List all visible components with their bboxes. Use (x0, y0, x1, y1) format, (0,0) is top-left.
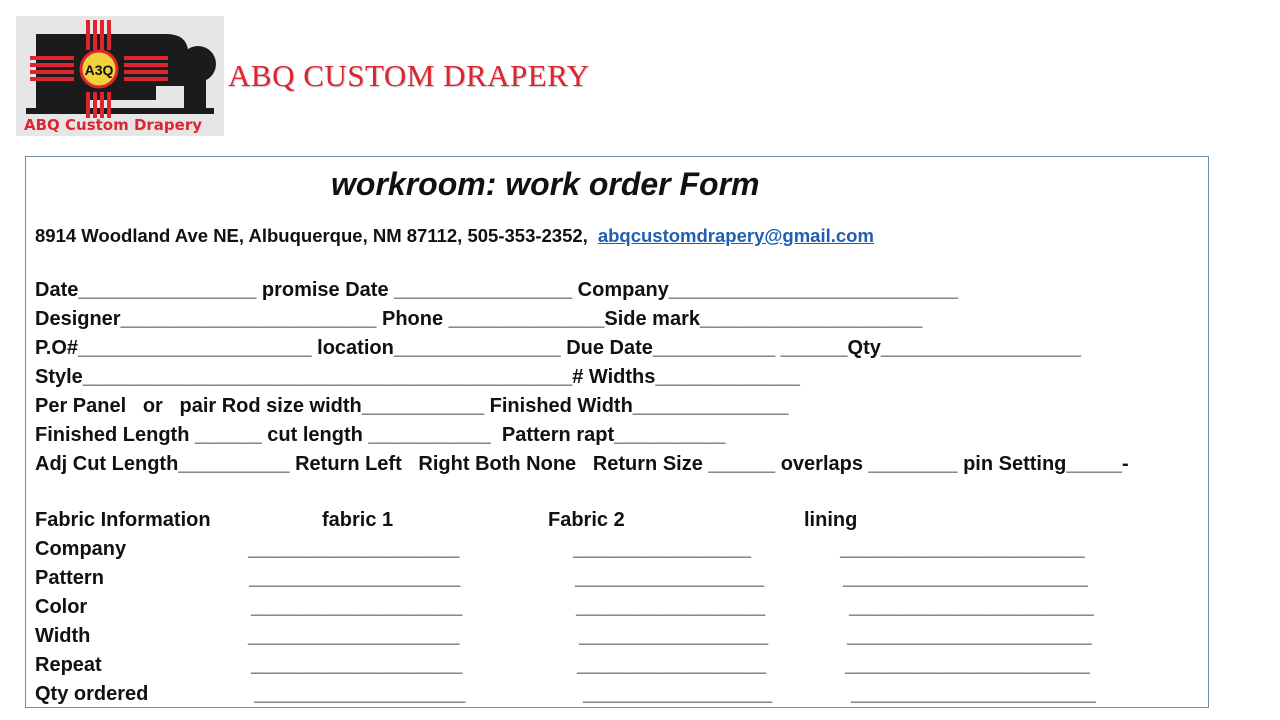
fabric-row-label: Width (35, 625, 91, 647)
fabric-blank[interactable]: _________________ (583, 683, 773, 705)
fabric-col-1: fabric 1 (322, 509, 394, 531)
fabric-col-lining: lining (804, 509, 858, 531)
fabric-blank[interactable]: ______________________ (849, 596, 1094, 618)
form-line-dates[interactable]: Date________________ promise Date ________________ Company__________________________ (35, 279, 958, 301)
fabric-blank[interactable]: ______________________ (847, 625, 1092, 647)
address-text: 8914 Woodland Ave NE, Albuquerque, NM 87112, 505-353-2352, (35, 225, 588, 246)
form-line-designer[interactable]: Designer_______________________ Phone ______________Side mark____________________ (35, 308, 923, 330)
form-line-panel[interactable]: Per Panel or pair Rod size width___________ Finished Width______________ (35, 395, 789, 417)
form-line-po[interactable]: P.O#_____________________ location_______________ Due Date___________ ______Qty__________________ (35, 337, 1082, 359)
form-line-style[interactable]: Style____________________________________________# Widths_____________ (35, 366, 800, 388)
sewing-machine-zia-logo-icon (16, 16, 224, 136)
fabric-blank[interactable]: _________________ (577, 654, 767, 676)
fabric-blank[interactable]: ___________________ (251, 596, 463, 618)
fabric-col-2: Fabric 2 (548, 509, 625, 531)
fabric-row-label: Repeat (35, 654, 102, 676)
brand-title: ABQ CUSTOM DRAPERY (228, 58, 590, 93)
fabric-blank[interactable]: ___________________ (251, 654, 463, 676)
fabric-row-label: Pattern (35, 567, 104, 589)
email-link[interactable]: abqcustomdrapery@gmail.com (597, 225, 874, 246)
logo-badge: A3Q (84, 62, 114, 78)
fabric-blank[interactable]: ___________________ (248, 625, 460, 647)
fabric-blank[interactable]: ___________________ (249, 567, 461, 589)
fabric-blank[interactable]: ______________________ (840, 538, 1085, 560)
fabric-blank[interactable]: _________________ (576, 596, 766, 618)
fabric-blank[interactable]: _________________ (575, 567, 765, 589)
company-logo (16, 16, 224, 136)
form-line-adj-cut[interactable]: Adj Cut Length__________ Return Left Right Both None Return Size ______ overlaps ________ pin Setting_____- (35, 453, 1129, 475)
form-title: workroom: work order Form (331, 166, 760, 202)
fabric-row-label: Qty ordered (35, 683, 149, 705)
address-line (35, 225, 874, 247)
fabric-blank[interactable]: ______________________ (845, 654, 1090, 676)
fabric-blank[interactable]: ___________________ (254, 683, 466, 705)
fabric-header: Fabric Information (35, 509, 211, 531)
fabric-blank[interactable]: ________________ (573, 538, 751, 560)
fabric-blank[interactable]: _________________ (579, 625, 769, 647)
fabric-blank[interactable]: ___________________ (248, 538, 460, 560)
fabric-blank[interactable]: ______________________ (851, 683, 1096, 705)
fabric-row-label: Color (35, 596, 88, 618)
logo-text: ABQ Custom Drapery (24, 116, 203, 134)
fabric-blank[interactable]: ______________________ (843, 567, 1088, 589)
form-line-lengths[interactable]: Finished Length ______ cut length ___________ Pattern rapt__________ (35, 424, 726, 446)
fabric-row-label: Company (35, 538, 127, 560)
